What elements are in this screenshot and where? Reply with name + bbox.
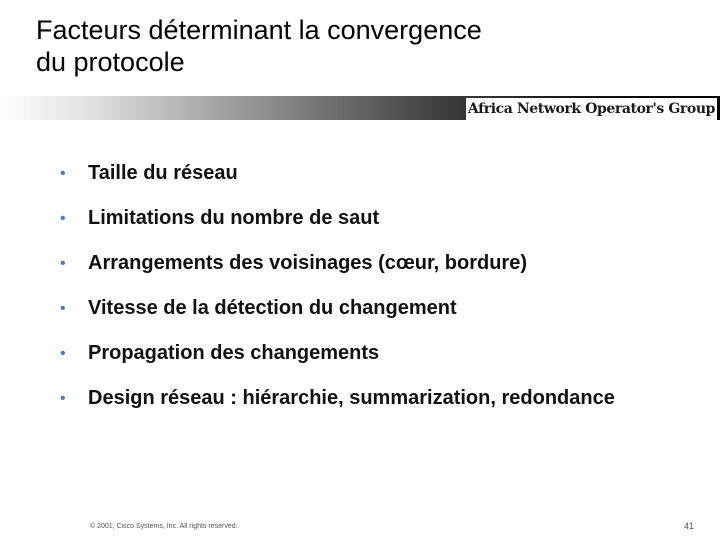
bullet-icon: • bbox=[60, 300, 66, 317]
slide-title-line-1: Facteurs déterminant la convergence bbox=[36, 15, 482, 45]
bullet-icon: • bbox=[60, 255, 66, 272]
bullet-text: Vitesse de la détection du changement bbox=[88, 297, 457, 319]
bullet-icon: • bbox=[60, 165, 66, 182]
bullet-text: Propagation des changements bbox=[88, 342, 380, 364]
bullet-icon: • bbox=[60, 390, 66, 407]
bullet-item bbox=[60, 342, 700, 365]
bullet-text: Design réseau : hiérarchie, summarization, redondance bbox=[88, 387, 615, 409]
bullet-icon: • bbox=[60, 210, 66, 227]
copyright-footer: © 2001, Cisco Systems, Inc. All rights reserved. bbox=[90, 523, 238, 530]
bullet-text: Taille du réseau bbox=[88, 162, 238, 184]
bullet-item bbox=[60, 297, 700, 320]
slide-title bbox=[36, 14, 676, 78]
bullet-item bbox=[60, 207, 700, 230]
bullet-item bbox=[60, 252, 700, 275]
page-number: 41 bbox=[683, 521, 694, 531]
bullet-list bbox=[60, 162, 700, 432]
bullet-item bbox=[60, 162, 700, 185]
slide-title-line-2: du protocole bbox=[36, 47, 185, 77]
bullet-text: Arrangements des voisinages (cœur, bordure) bbox=[88, 252, 527, 274]
brand-logo: Africa Network Operator's Group bbox=[466, 98, 717, 120]
bullet-item bbox=[60, 387, 648, 410]
bullet-text: Limitations du nombre de saut bbox=[88, 207, 380, 229]
bullet-icon: • bbox=[60, 345, 66, 362]
